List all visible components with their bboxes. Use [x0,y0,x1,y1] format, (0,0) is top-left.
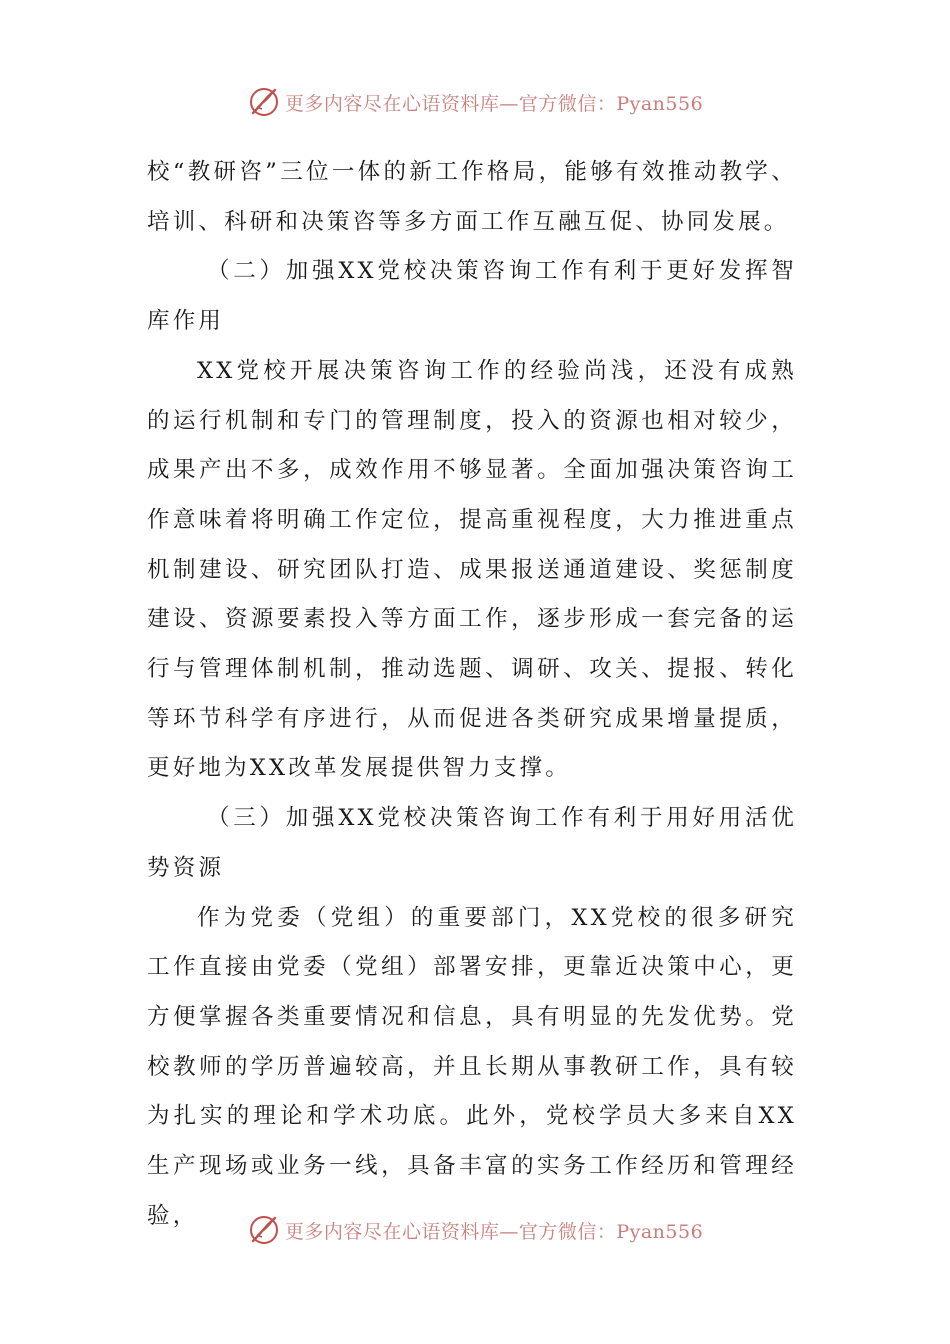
paragraph-3: 作为党委（党组）的重要部门，XX党校的很多研究工作直接由党委（党组）部署安排，更靠近决策中心，更方便掌握各类重要情况和信息，具有明显的先发优势。党校教师的学历普遍较高，并且长期从事教研工作，具有较为扎实的理论和学术功底。此外，党校学员大多来自XX生产现场或业务一线，具备丰富的实务工作经历和管理经验， [147,904,797,1229]
banner-text: 更多内容尽在心语资料库—官方微信：Pyan556 [284,1220,704,1243]
feather-pen-logo-icon [247,1213,281,1247]
header-banner [0,82,950,122]
feather-pen-logo-icon [247,85,281,119]
document-body [147,148,797,1241]
banner-text: 更多内容尽在心语资料库—官方微信：Pyan556 [284,92,704,115]
section-heading-2: （二）加强XX党校决策咨询工作有利于更好发挥智库作用 [147,258,797,335]
paragraph-continued: 校“教研咨”三位一体的新工作格局，能够有效推动教学、培训、科研和决策咨等多方面工作互融互促、协同发展。 [147,159,797,235]
section-heading-3: （三）加强XX党校决策咨询工作有利于用好用活优势资源 [147,805,797,881]
paragraph-2: XX党校开展决策咨询工作的经验尚浅，还没有成熟的运行机制和专门的管理制度，投入的资源也相对较少，成果产出不多，成效作用不够显著。全面加强决策咨询工作意味着将明确工作定位，提高重视程度，大力推进重点机制建设、研究团队打造、成果报送通道建设、奖惩制度建设、资源要素投入等方面工作，逐步形成一套完备的运行与管理体制机制，推动选题、调研、攻关、提报、转化等环节科学有序进行，从而促进各类研究成果增量提质，更好地为XX改革发展提供智力支撑。 [147,357,797,782]
footer-banner [0,1210,950,1250]
